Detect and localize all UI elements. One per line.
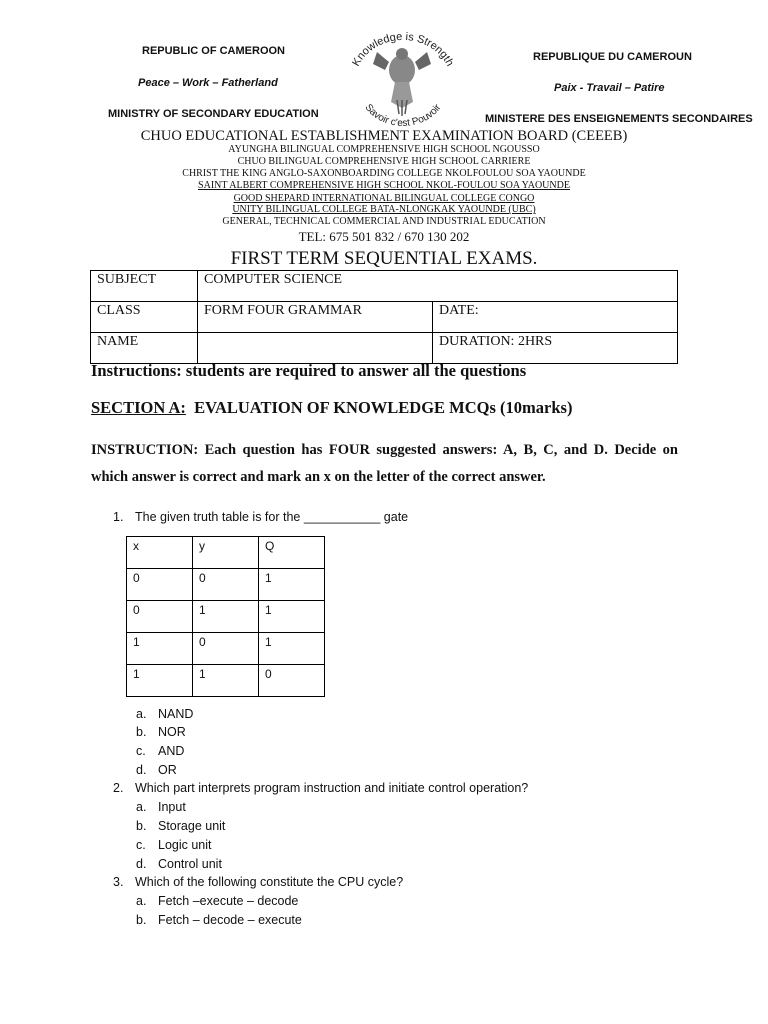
section-a-label: SECTION A:: [91, 398, 186, 417]
school-name-text: GOOD SHEPARD INTERNATIONAL BILINGUAL COLLEGE CONGO: [233, 193, 535, 204]
school-name: [0, 156, 768, 167]
option-text: NAND: [158, 707, 194, 721]
name-label: NAME: [91, 333, 198, 364]
logo-bottom-text: Savoir c'est Pouvoir: [362, 102, 444, 130]
truth-cell: 0: [193, 569, 259, 601]
option-text: Logic unit: [158, 838, 212, 852]
question-number: 2.: [113, 781, 124, 795]
header-motto-fr: Paix - Travail – Patire: [554, 82, 665, 94]
board-tel: TEL: 675 501 832 / 670 130 202: [298, 229, 470, 244]
option-letter: a.: [136, 894, 147, 908]
truth-cell: 0: [193, 633, 259, 665]
subject-label: SUBJECT: [91, 271, 198, 302]
option-text: Fetch – decode – execute: [158, 913, 302, 927]
option-letter: b.: [136, 913, 147, 927]
question-text: The given truth table is for the ___________ gate: [135, 510, 409, 524]
question-number: 3.: [113, 875, 124, 889]
truth-cell: 1: [259, 633, 325, 665]
option-letter: b.: [136, 725, 147, 739]
header-ministry-fr: MINISTERE DES ENSEIGNEMENTS SECONDAIRES: [485, 113, 753, 125]
truth-cell: 0: [259, 665, 325, 697]
option-letter: d.: [136, 857, 147, 871]
truth-header: y: [193, 537, 259, 569]
question-number: 1.: [113, 510, 124, 524]
option-letter: a.: [136, 707, 147, 721]
header-country-fr: REPUBLIQUE DU CAMEROUN: [533, 51, 692, 63]
option-text: NOR: [158, 725, 186, 739]
option-letter: d.: [136, 763, 147, 777]
school-name-text: AYUNGHA BILINGUAL COMPREHENSIVE HIGH SCHOOL NGOUSSO: [228, 144, 540, 155]
truth-cell: 1: [193, 601, 259, 633]
option-text: Input: [158, 800, 186, 814]
subject-value: COMPUTER SCIENCE: [198, 271, 678, 302]
school-name: [0, 204, 768, 215]
option-letter: c.: [136, 744, 146, 758]
exam-info-table: [90, 270, 678, 364]
truth-header: x: [127, 537, 193, 569]
truth-header: Q: [259, 537, 325, 569]
truth-cell: 1: [259, 601, 325, 633]
option-text: OR: [158, 763, 177, 777]
logo-top-text: Knowledge is Strength: [350, 30, 456, 69]
question-text: Which part interprets program instruction and initiate control operation?: [135, 781, 529, 795]
option-text: Fetch –execute – decode: [158, 894, 299, 908]
truth-cell: 1: [127, 665, 193, 697]
section-a-instruction: INSTRUCTION: Each question has FOUR suggested answers: A, B, C, and D. Decide on which answer is correct and mark an x on the letter of the correct answer.: [91, 442, 678, 485]
school-name: [0, 193, 768, 204]
header-ministry-en: MINISTRY OF SECONDARY EDUCATION: [108, 108, 319, 120]
school-name-text: SAINT ALBERT COMPREHENSIVE HIGH SCHOOL NKOL-FOULOU SOA YAOUNDE: [198, 180, 570, 191]
truth-cell: 0: [127, 569, 193, 601]
school-name-text: CHUO BILINGUAL COMPREHENSIVE HIGH SCHOOL CARRIERE: [237, 156, 531, 167]
school-name-text: UNITY BILINGUAL COLLEGE BATA-NLONGKAK YAOUNDE (UBC): [232, 204, 536, 215]
class-value: FORM FOUR GRAMMAR: [198, 302, 433, 333]
truth-cell: 1: [259, 569, 325, 601]
general-instructions: Instructions: students are required to answer all the questions: [91, 361, 527, 380]
truth-cell: 0: [127, 601, 193, 633]
school-name: [0, 168, 768, 179]
school-name: [0, 216, 768, 227]
school-name: [0, 144, 768, 155]
school-name-text: CHRIST THE KING ANGLO-SAXONBOARDING COLLEGE NKOLFOULOU SOA YAOUNDE: [182, 168, 586, 179]
truth-cell: 1: [193, 665, 259, 697]
truth-cell: 1: [127, 633, 193, 665]
header-motto-en: Peace – Work – Fatherland: [138, 77, 278, 89]
class-label: CLASS: [91, 302, 198, 333]
question-text: Which of the following constitute the CPU cycle?: [135, 875, 404, 889]
school-logo: [337, 30, 467, 130]
board-name: CHUO EDUCATIONAL ESTABLISHMENT EXAMINATION BOARD (CEEEB): [140, 128, 628, 144]
truth-table: [126, 536, 325, 697]
school-name: [0, 180, 768, 191]
name-value: [198, 333, 433, 364]
option-letter: c.: [136, 838, 146, 852]
header-country-en: REPUBLIC OF CAMEROON: [142, 45, 285, 57]
date-label: DATE:: [433, 302, 678, 333]
section-a-heading: [91, 398, 572, 418]
eagle-crest-icon: [337, 30, 467, 130]
school-name-text: GENERAL, TECHNICAL COMMERCIAL AND INDUSTRIAL EDUCATION: [222, 216, 546, 227]
option-letter: a.: [136, 800, 147, 814]
duration-label: DURATION: 2HRS: [433, 333, 678, 364]
option-letter: b.: [136, 819, 147, 833]
option-text: AND: [158, 744, 185, 758]
option-text: Storage unit: [158, 819, 226, 833]
option-text: Control unit: [158, 857, 222, 871]
section-a-title: EVALUATION OF KNOWLEDGE MCQs (10marks): [194, 398, 573, 417]
exam-title: FIRST TERM SEQUENTIAL EXAMS.: [230, 248, 538, 269]
